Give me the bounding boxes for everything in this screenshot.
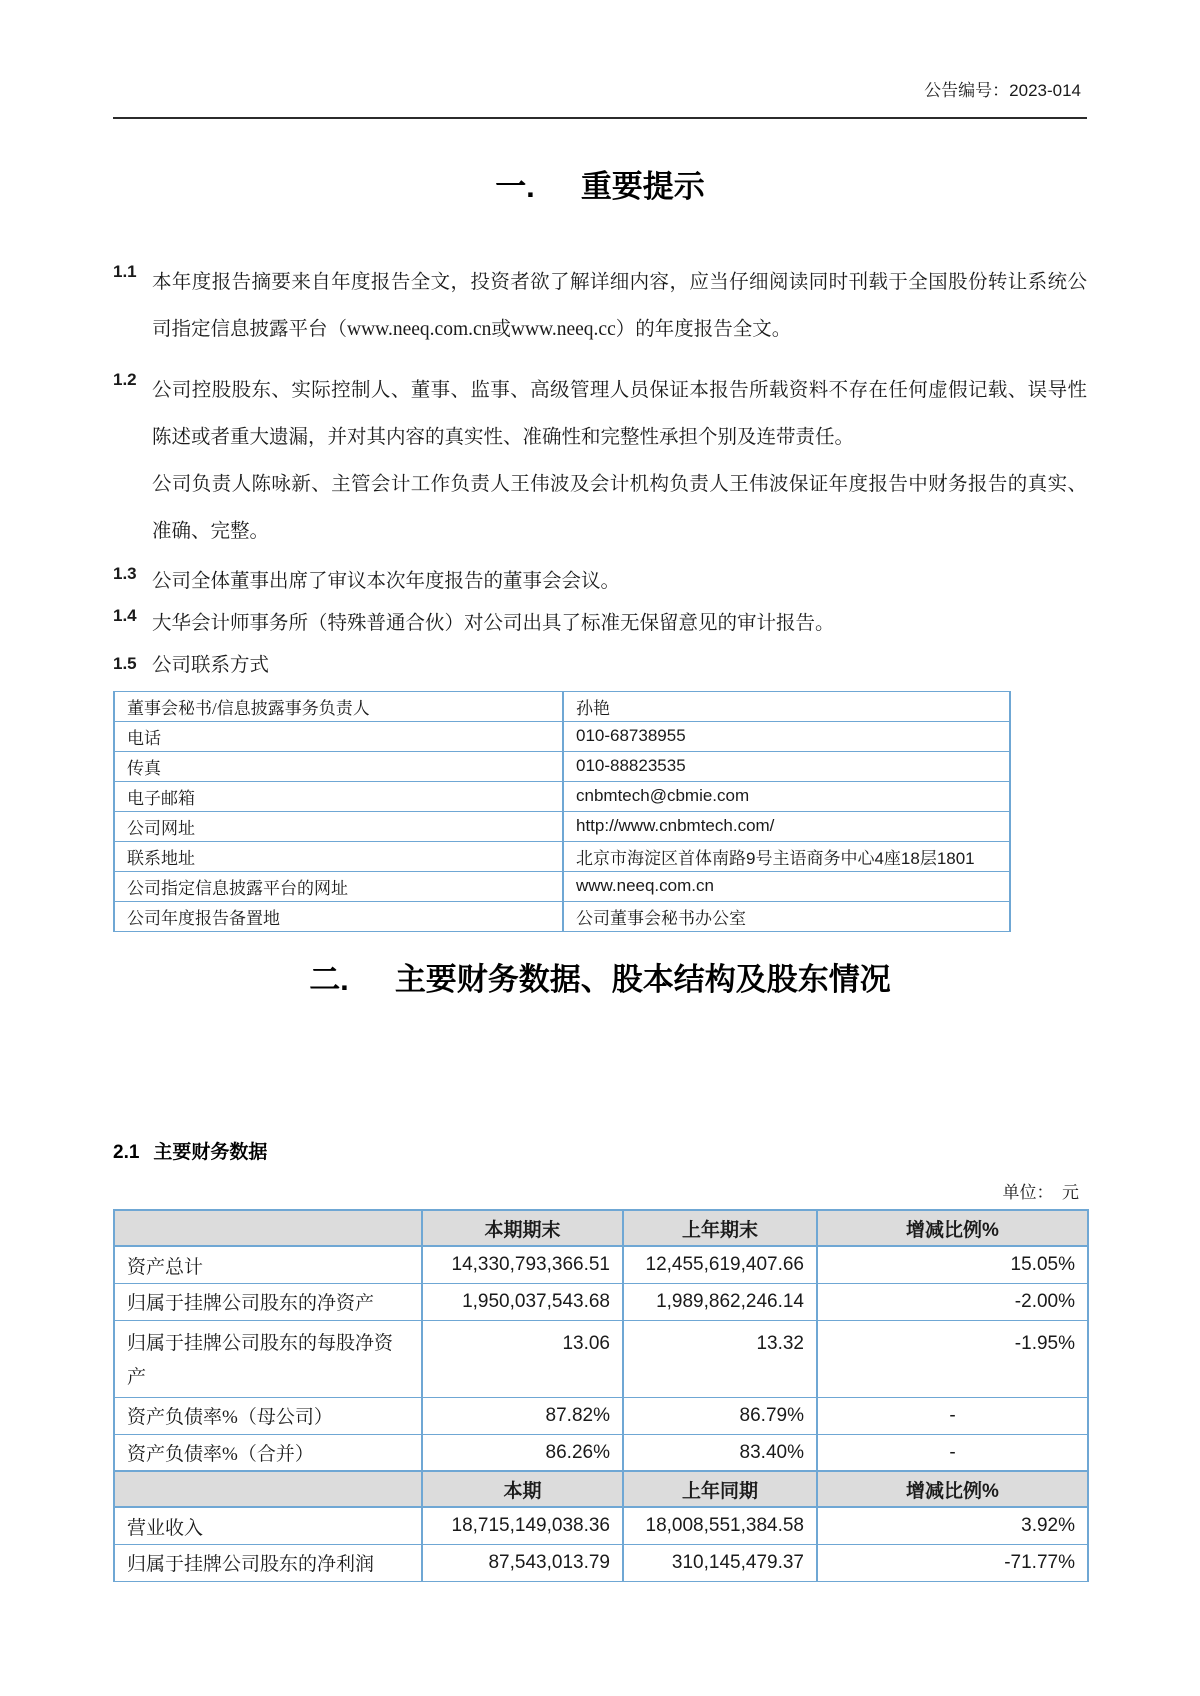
paragraph: 公司负责人陈咏新、主管会计工作负责人王伟波及会计机构负责人王伟波保证年度报告中财务报告的真实、准确、完整。 <box>152 473 1087 542</box>
contact-label: 董事会秘书/信息披露事务负责人 <box>114 691 563 721</box>
company-contact-table <box>113 691 1011 932</box>
list-item-1-2 <box>113 367 1087 555</box>
table-row <box>114 751 1010 781</box>
table-header-row <box>114 1210 1088 1246</box>
list-item-1-3 <box>113 561 1087 603</box>
table-row <box>114 1397 1088 1434</box>
contact-value: http://www.cnbmtech.com/ <box>563 811 1010 841</box>
table-row <box>114 1320 1088 1397</box>
table-row <box>114 1544 1088 1581</box>
paragraph: 公司全体董事出席了审议本次年度报告的董事会会议。 <box>152 570 621 592</box>
metric-previous: 83.40% <box>623 1434 817 1471</box>
contact-value: 010-68738955 <box>563 721 1010 751</box>
metric-label: 归属于挂牌公司股东的净资产 <box>114 1283 422 1320</box>
metric-label: 资产总计 <box>114 1246 422 1283</box>
paragraph: 公司控股股东、实际控制人、董事、监事、高级管理人员保证本报告所载资料不存在任何虚假记载、误导性陈述或者重大遗漏，并对其内容的真实性、准确性和完整性承担个别及连带责任。 <box>152 379 1087 448</box>
table-row <box>114 1507 1088 1544</box>
metric-previous: 310,145,479.37 <box>623 1544 817 1581</box>
table-header-row <box>114 1471 1088 1507</box>
metric-current: 87,543,013.79 <box>422 1544 623 1581</box>
item-number: 1.1 <box>113 261 137 281</box>
contact-value: cnbmtech@cbmie.com <box>563 781 1010 811</box>
subsection-number: 2.1 <box>113 1142 140 1164</box>
contact-label: 公司年度报告备置地 <box>114 901 563 931</box>
metric-current: 1,950,037,543.68 <box>422 1283 623 1320</box>
item-body <box>152 259 1087 353</box>
contact-value: www.neeq.com.cn <box>563 871 1010 901</box>
table-row <box>114 1283 1088 1320</box>
table-row <box>114 1434 1088 1471</box>
paragraph: 大华会计师事务所（特殊普通合伙）对公司出具了标准无保留意见的审计报告。 <box>152 612 835 634</box>
table-row <box>114 781 1010 811</box>
table-row <box>114 811 1010 841</box>
metric-label: 归属于挂牌公司股东的净利润 <box>114 1544 422 1581</box>
metric-change: -71.77% <box>817 1544 1088 1581</box>
header-cell-blank <box>114 1471 422 1507</box>
contact-label: 联系地址 <box>114 841 563 871</box>
metric-label: 归属于挂牌公司股东的每股净资产 <box>114 1320 422 1397</box>
contact-value: 北京市海淀区首体南路9号主语商务中心4座18层1801 <box>563 841 1010 871</box>
metric-previous: 86.79% <box>623 1397 817 1434</box>
header-cell-current-period: 本期 <box>422 1471 623 1507</box>
metric-change: -1.95% <box>817 1320 1088 1397</box>
item-number: 1.2 <box>113 369 137 389</box>
header-cell-change-ratio: 增减比例% <box>817 1471 1088 1507</box>
item-number: 1.4 <box>113 605 137 625</box>
contact-label: 电子邮箱 <box>114 781 563 811</box>
list-item-1-4 <box>113 603 1087 645</box>
table-row <box>114 691 1010 721</box>
contact-label: 公司网址 <box>114 811 563 841</box>
header-cell-prior-same-period: 上年同期 <box>623 1471 817 1507</box>
document-header <box>113 0 1087 119</box>
item-body <box>152 603 1087 645</box>
header-cell-change-ratio: 增减比例% <box>817 1210 1088 1246</box>
metric-change: - <box>817 1434 1088 1471</box>
list-item-1-1 <box>113 259 1087 353</box>
contact-label: 电话 <box>114 721 563 751</box>
metric-current: 18,715,149,038.36 <box>422 1507 623 1544</box>
table-row <box>114 721 1010 751</box>
metric-current: 14,330,793,366.51 <box>422 1246 623 1283</box>
header-cell-prior-period-end: 上年期末 <box>623 1210 817 1246</box>
list-item-1-5 <box>113 651 1087 681</box>
section2-title <box>113 962 1087 998</box>
table-row <box>114 901 1010 931</box>
item-body <box>152 367 1087 555</box>
header-cell-current-period-end: 本期期末 <box>422 1210 623 1246</box>
section1-title-number: 一. <box>495 169 535 204</box>
section2-title-number: 二. <box>309 961 349 997</box>
financial-data-table <box>113 1209 1089 1582</box>
metric-change: -2.00% <box>817 1283 1088 1320</box>
metric-change: 3.92% <box>817 1507 1088 1544</box>
subsection-2-1-heading <box>113 1137 1087 1164</box>
metric-change: 15.05% <box>817 1246 1088 1283</box>
table-row <box>114 1246 1088 1283</box>
item-body <box>152 651 1087 681</box>
notice-number: 公告编号：2023-014 <box>924 81 1081 100</box>
unit-label: 单位： 元 <box>1002 1183 1079 1203</box>
metric-label: 资产负债率%（合并） <box>114 1434 422 1471</box>
table-row <box>114 841 1010 871</box>
metric-current: 86.26% <box>422 1434 623 1471</box>
header-cell-blank <box>114 1210 422 1246</box>
metric-current: 87.82% <box>422 1397 623 1434</box>
section1-title <box>113 169 1087 205</box>
section1-title-text: 重要提示 <box>580 169 705 204</box>
paragraph: 本年度报告摘要来自年度报告全文，投资者欲了解详细内容，应当仔细阅读同时刊载于全国股份转让系统公司指定信息披露平台（www.neeq.com.cn或www.neeq.cc）的年度报告全文。 <box>152 271 1087 340</box>
contact-value: 公司董事会秘书办公室 <box>563 901 1010 931</box>
paragraph: 公司联系方式 <box>152 654 270 676</box>
metric-previous: 13.32 <box>623 1320 817 1397</box>
section1-items <box>113 259 1087 681</box>
metric-previous: 1,989,862,246.14 <box>623 1283 817 1320</box>
contact-label: 公司指定信息披露平台的网址 <box>114 871 563 901</box>
contact-value: 孙艳 <box>563 691 1010 721</box>
section2-title-text: 主要财务数据、股本结构及股东情况 <box>394 961 891 997</box>
item-body <box>152 561 1087 603</box>
metric-label: 营业收入 <box>114 1507 422 1544</box>
metric-previous: 12,455,619,407.66 <box>623 1246 817 1283</box>
item-number: 1.5 <box>113 653 137 673</box>
metric-previous: 18,008,551,384.58 <box>623 1507 817 1544</box>
metric-change: - <box>817 1397 1088 1434</box>
contact-label: 传真 <box>114 751 563 781</box>
metric-label: 资产负债率%（母公司） <box>114 1397 422 1434</box>
item-number: 1.3 <box>113 563 137 583</box>
contact-value: 010-88823535 <box>563 751 1010 781</box>
table-row <box>114 871 1010 901</box>
header-rule <box>113 117 1087 119</box>
subsection-title: 主要财务数据 <box>153 1142 268 1164</box>
metric-current: 13.06 <box>422 1320 623 1397</box>
